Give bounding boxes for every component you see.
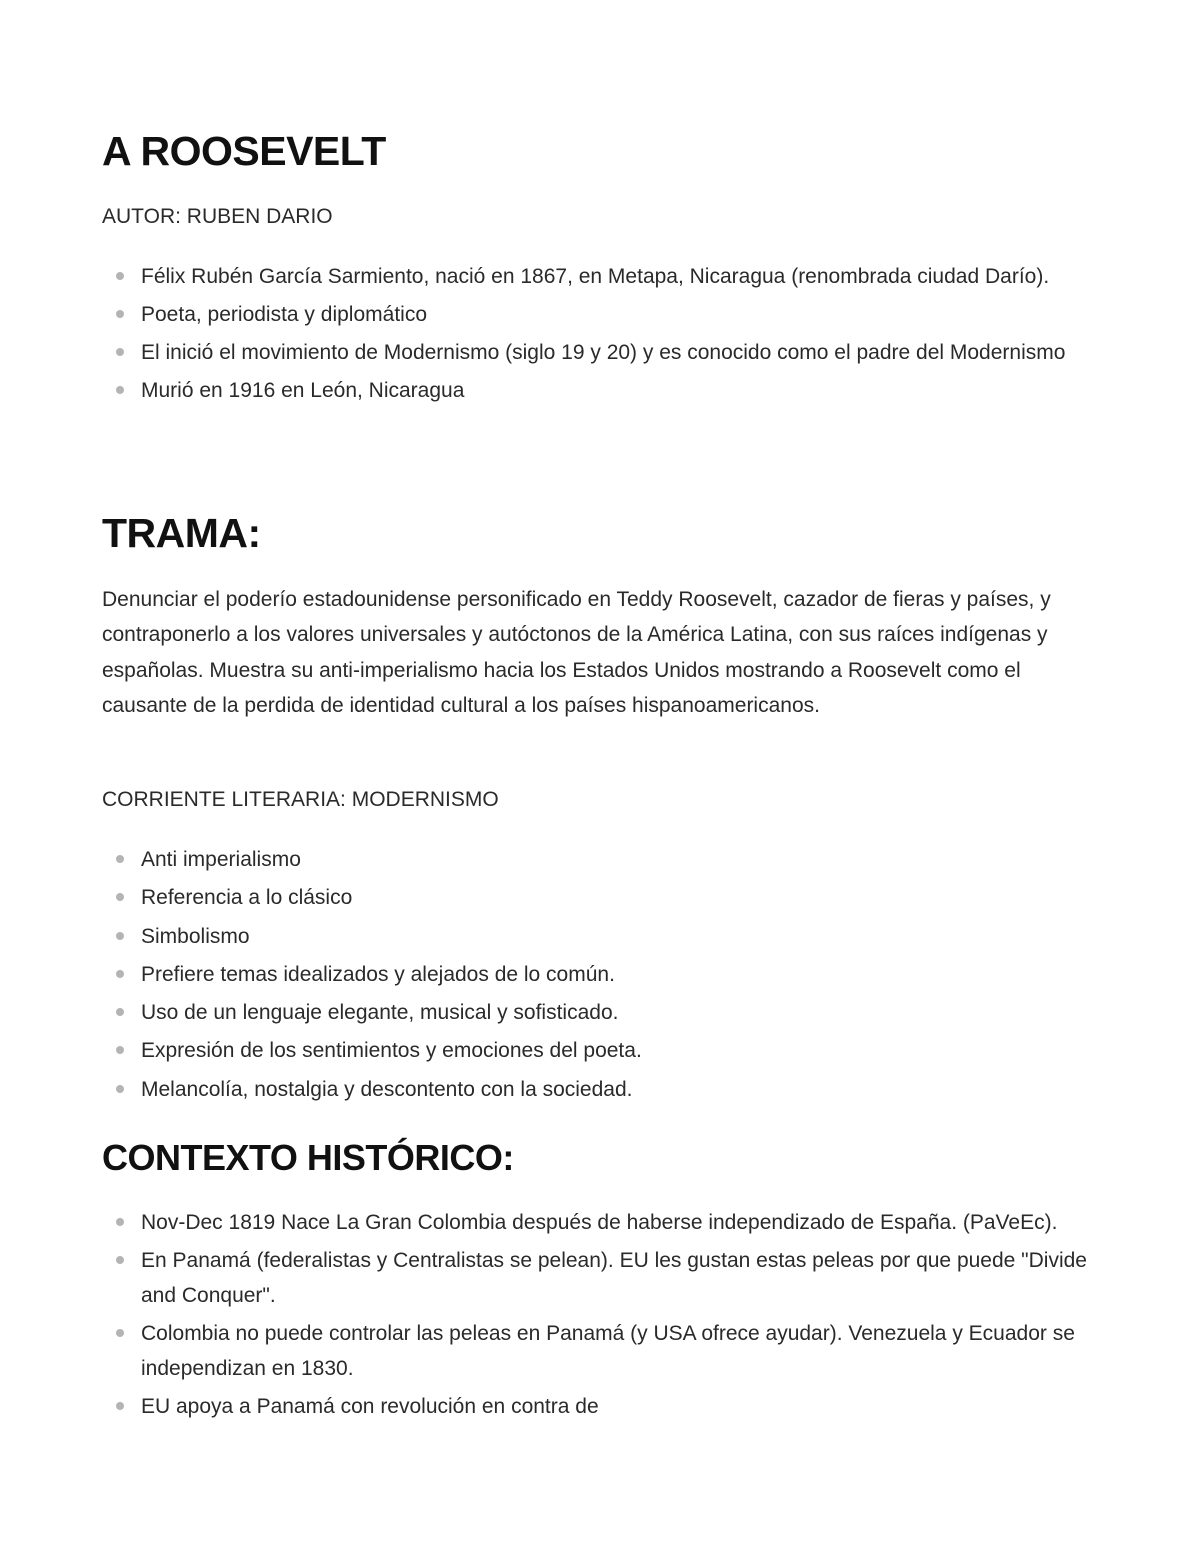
bullet-icon: [116, 970, 124, 978]
list-item: [102, 957, 1092, 992]
list-item-text: EU apoya a Panamá con revolución en contra de: [141, 1395, 599, 1418]
list-item: [102, 842, 1092, 877]
bullet-icon: [116, 855, 124, 863]
list-item-text: Prefiere temas idealizados y alejados de lo común.: [141, 962, 615, 986]
document-title: A ROOSEVELT: [102, 128, 386, 174]
list-item-text: Uso de un lenguaje elegante, musical y sofisticado.: [141, 1001, 619, 1025]
list-item: [102, 1389, 1092, 1424]
list-item-text: Anti imperialismo: [141, 848, 301, 871]
list-item-text: Poeta, periodista y diplomático: [141, 303, 427, 326]
list-item-text: El inició el movimiento de Modernismo (siglo 19 y 20) y es conocido como el padre del Modernismo: [141, 341, 1066, 364]
bullet-icon: [116, 1085, 124, 1093]
bullet-icon: [116, 386, 124, 394]
bullet-icon: [116, 272, 124, 280]
bullet-icon: [116, 1008, 124, 1016]
list-item-text: Murió en 1916 en León, Nicaragua: [141, 379, 465, 402]
list-item-text: Referencia a lo clásico: [141, 886, 353, 910]
bullet-icon: [116, 1329, 124, 1337]
list-item: [102, 1205, 1092, 1240]
list-item: [102, 1072, 1092, 1107]
list-item: [102, 995, 1092, 1030]
bullet-icon: [116, 893, 124, 901]
bullet-icon: [116, 1402, 124, 1410]
bullet-icon: [116, 348, 124, 356]
bullet-icon: [116, 932, 124, 940]
list-item: [102, 919, 1092, 954]
corriente-line: CORRIENTE LITERARIA: MODERNISMO: [102, 788, 499, 811]
contexto-list: [102, 1205, 1092, 1427]
list-item: [102, 880, 1092, 915]
list-item: [102, 297, 1092, 332]
list-item: [102, 1316, 1092, 1386]
list-item-text: Simbolismo: [141, 924, 250, 948]
list-item-text: Expresión de los sentimientos y emociones del poeta.: [141, 1039, 642, 1063]
list-item-text: Melancolía, nostalgia y descontento con la sociedad.: [141, 1077, 633, 1101]
author-line: AUTOR: RUBEN DARIO: [102, 205, 333, 228]
list-item-text: Colombia no puede controlar las peleas en Panamá (y USA ofrece ayudar). Venezuela y Ecuador se independizan en 1830.: [141, 1322, 1075, 1380]
contexto-heading: CONTEXTO HISTÓRICO:: [102, 1137, 514, 1178]
list-item: [102, 335, 1092, 370]
list-item-text: Félix Rubén García Sarmiento, nació en 1867, en Metapa, Nicaragua (renombrada ciudad Darío).: [141, 265, 1050, 288]
list-item: [102, 1243, 1092, 1313]
bullet-icon: [116, 1046, 124, 1054]
author-list: [102, 259, 1092, 411]
list-item-text: Nov-Dec 1819 Nace La Gran Colombia después de haberse independizado de España. (PaVeEc).: [141, 1211, 1058, 1234]
trama-paragraph: Denunciar el poderío estadounidense personificado en Teddy Roosevelt, cazador de fieras y países, y contraponerlo a los valores universales y autóctonos de la América Latina, con sus raíces indígenas y españolas. Muestra su anti-imperialismo hacia los Estados Unidos mostrando a Roosevelt como el causante de la perdida de identidad cultural a los países hispanoamericanos.: [102, 588, 1051, 718]
bullet-icon: [116, 310, 124, 318]
corriente-list: [102, 842, 1092, 1110]
list-item: [102, 259, 1092, 294]
trama-heading: TRAMA:: [102, 510, 261, 556]
list-item: [102, 373, 1092, 408]
list-item-text: En Panamá (federalistas y Centralistas se pelean). EU les gustan estas peleas por que puede "Divide and Conquer".: [141, 1249, 1087, 1307]
list-item: [102, 1033, 1092, 1068]
bullet-icon: [116, 1256, 124, 1264]
bullet-icon: [116, 1218, 124, 1226]
